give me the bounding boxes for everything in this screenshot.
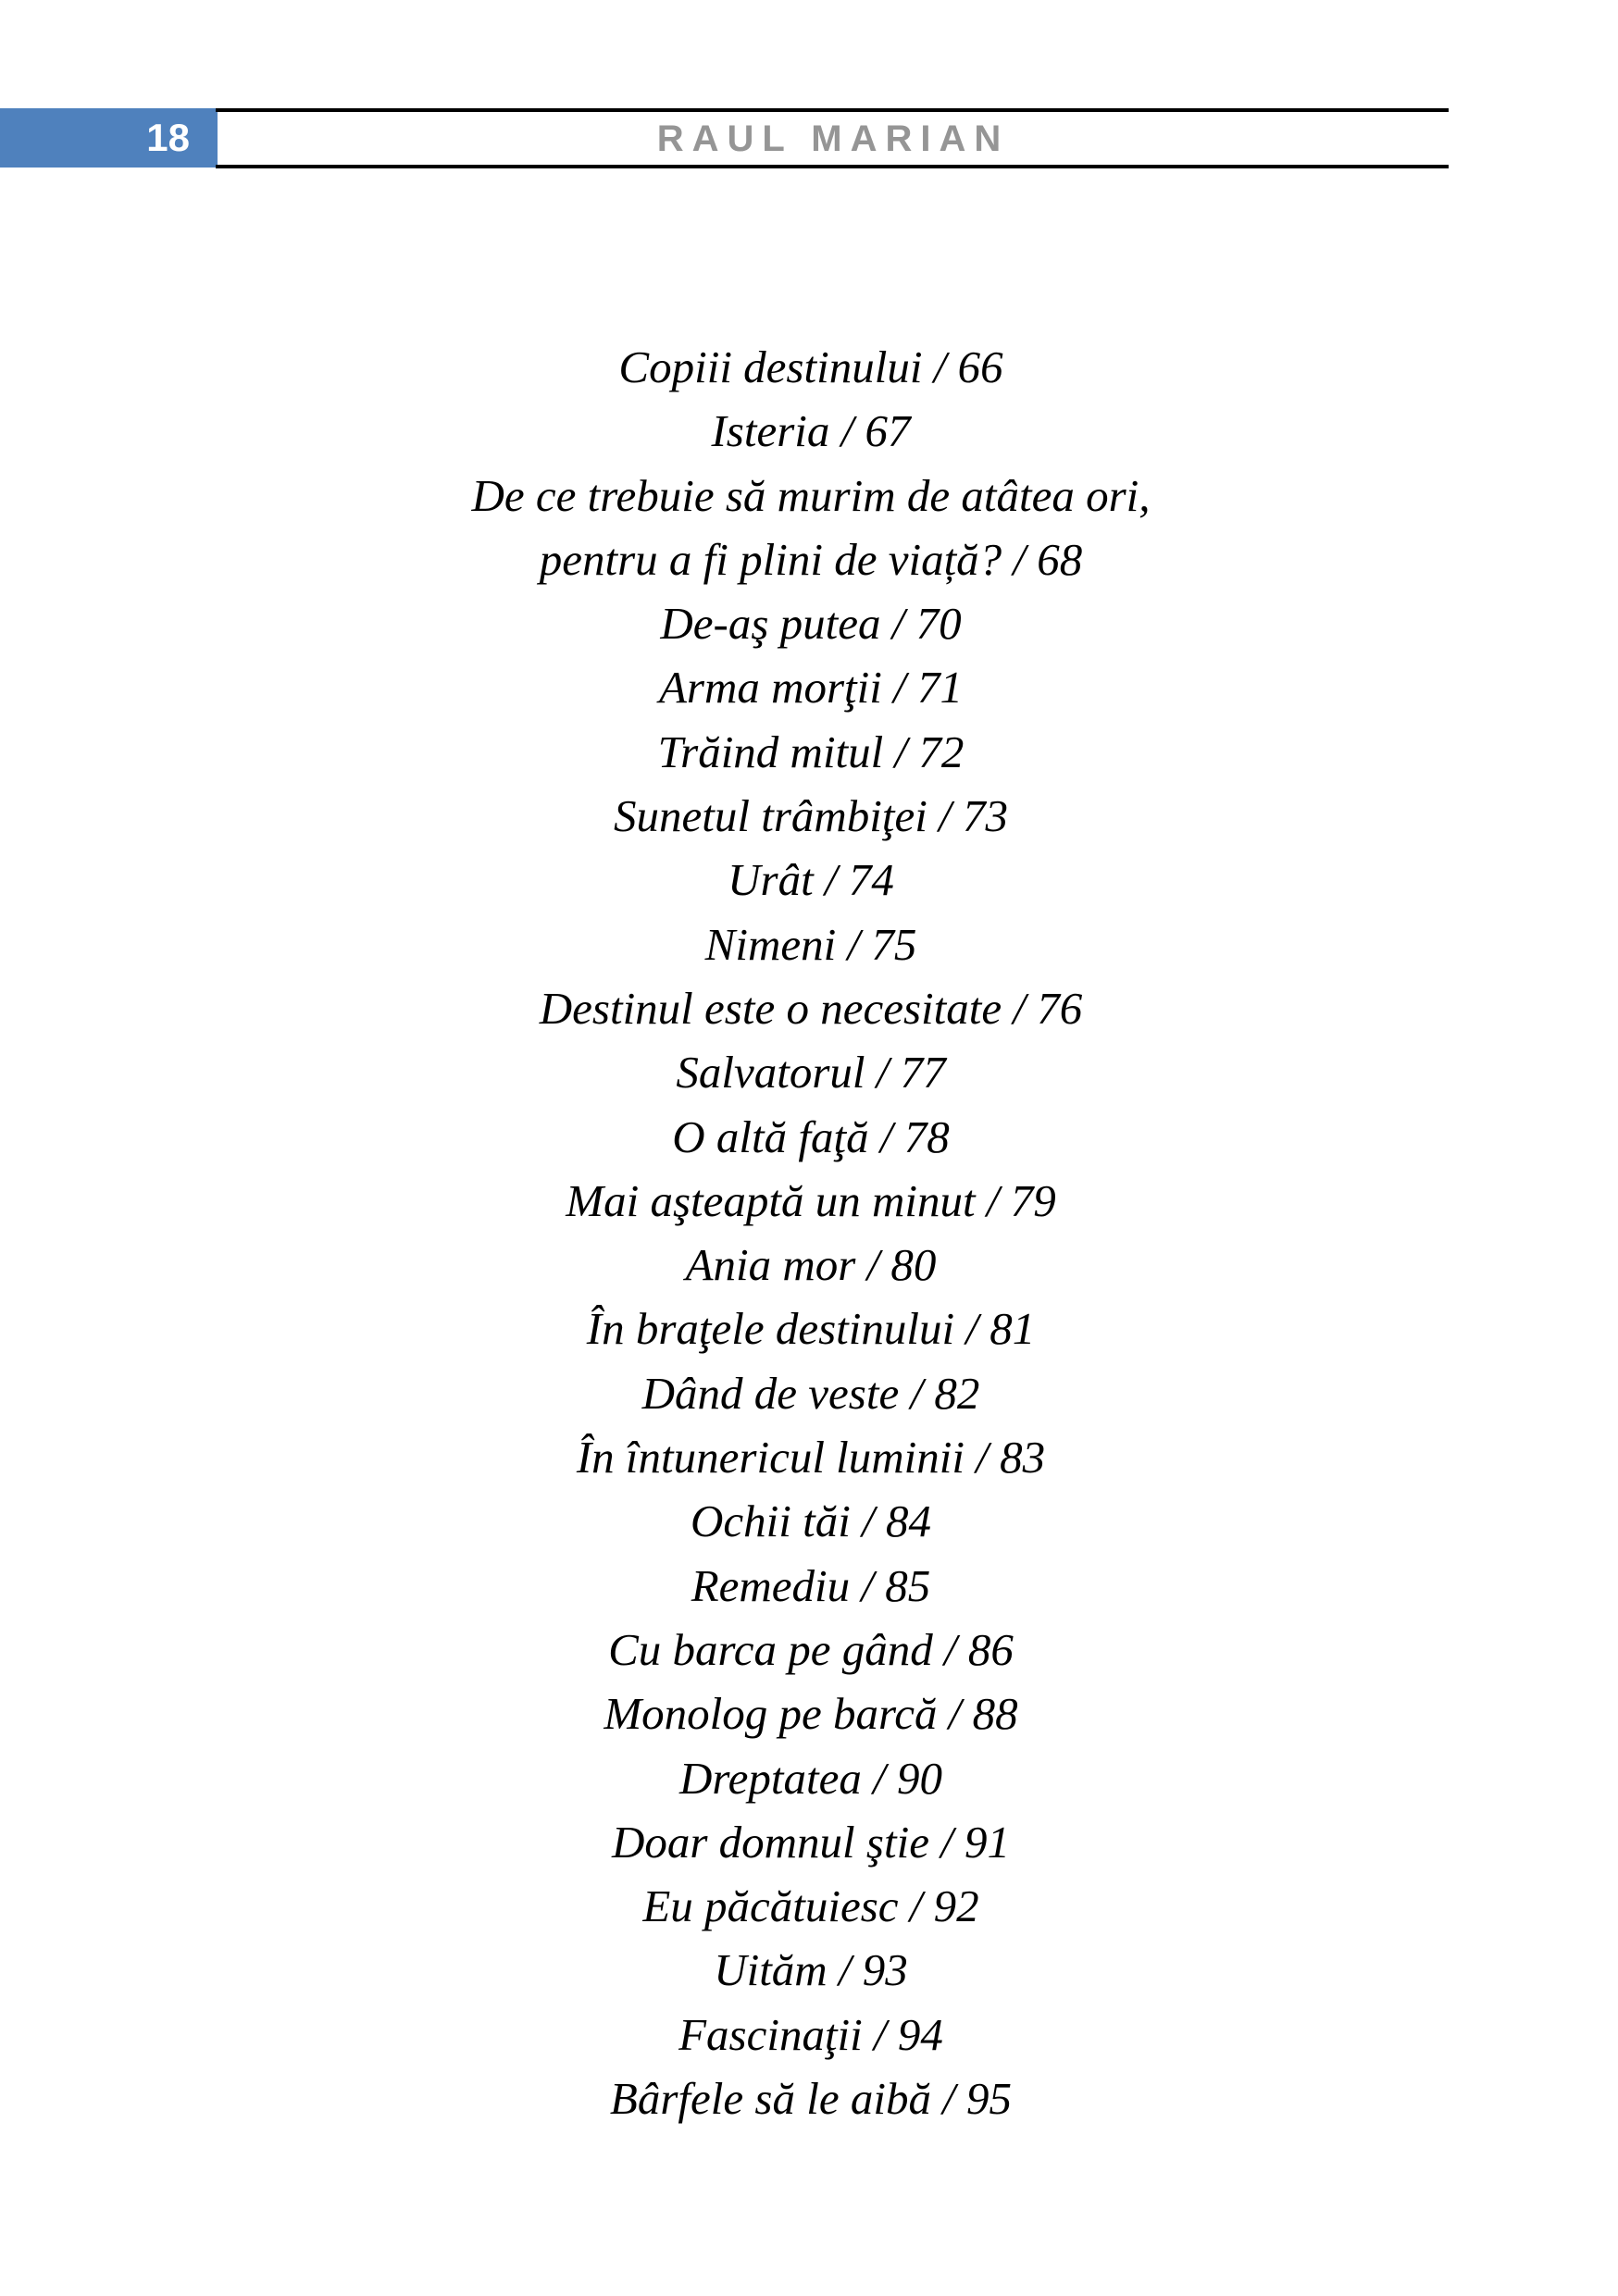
- toc-entry: Dreptatea / 90: [679, 1752, 942, 1804]
- toc-entry: Eu păcătuiesc / 92: [642, 1880, 979, 1932]
- toc-entry: Fascinaţii / 94: [678, 2008, 943, 2060]
- toc-entry: pentru a fi plini de viață? / 68: [539, 533, 1083, 585]
- toc-entry: Sunetul trâmbiţei / 73: [614, 790, 1008, 842]
- toc-entry: În braţele destinului / 81: [586, 1303, 1036, 1355]
- toc-entry: Ania mor / 80: [685, 1239, 937, 1291]
- toc-entry: Destinul este o necesitate / 76: [539, 982, 1083, 1034]
- toc-entry: De-aş putea / 70: [660, 598, 962, 650]
- toc-entry: O altă faţă / 78: [672, 1111, 950, 1162]
- toc-entry: Trăind mitul / 72: [657, 726, 965, 777]
- toc-entry: Bârfele să le aibă / 95: [609, 2073, 1013, 2125]
- toc-entry: Dând de veste / 82: [641, 1367, 980, 1419]
- toc-entry: Ochii tăi / 84: [691, 1496, 931, 1547]
- toc-entry: Isteria / 67: [711, 405, 911, 457]
- table-of-contents: [0, 335, 1618, 2130]
- toc-entry: De ce trebuie să murim de atâtea ori,: [471, 469, 1151, 521]
- toc-entry: Doar domnul ştie / 91: [611, 1816, 1011, 1868]
- toc-entry: Remediu / 85: [691, 1559, 931, 1611]
- toc-entry: Uităm / 93: [714, 1944, 908, 1996]
- toc-entry: Salvatorul / 77: [676, 1047, 946, 1098]
- toc-entry: Monolog pe barcă / 88: [604, 1688, 1018, 1740]
- running-header-author: RAUL MARIAN: [656, 118, 1010, 159]
- page-number: 18: [0, 108, 218, 168]
- toc-entry: În întunericul luminii / 83: [576, 1432, 1046, 1483]
- toc-entry: Copiii destinului / 66: [618, 341, 1003, 392]
- toc-entry: Arma morţii / 71: [658, 662, 964, 714]
- toc-entry: Nimeni / 75: [704, 918, 917, 970]
- toc-entry: Cu barca pe gând / 86: [608, 1623, 1014, 1675]
- toc-entry: Urât / 74: [728, 854, 894, 906]
- toc-entry: Mai aşteaptă un minut / 79: [566, 1174, 1056, 1226]
